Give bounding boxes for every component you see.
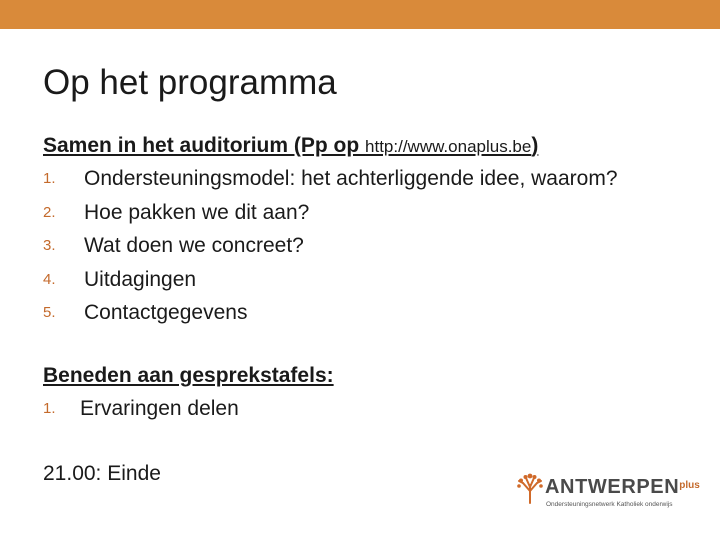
top-accent-bar [0,0,720,29]
section-heading-text: Samen in het auditorium (Pp op [43,134,366,157]
tree-people-icon [517,471,543,505]
closing-time-text: 21.00: Einde [43,462,161,485]
onaplus-link[interactable]: http://www.onaplus.be [365,137,532,156]
antwerpen-plus-logo [517,471,700,517]
list-number: 1. [43,400,56,417]
list-item-text: Uitdagingen [84,267,197,291]
logo-plus-text: plus [679,480,700,491]
logo-wordmark [545,475,700,499]
list-number: 3. [43,237,56,255]
list-number: 4. [43,270,56,288]
list-item-text: Ervaringen delen [80,397,239,420]
logo-word-text: ANTWERPEN [545,476,680,498]
list-item-text: Ondersteuningsmodel: het achterliggende idee, waarom? [84,167,618,190]
list-item-text: Wat doen we concreet? [84,234,304,258]
logo-subtitle: Ondersteuningsnetwerk Katholiek onderwijs [546,501,673,508]
list-number: 1. [43,170,56,187]
list-item-text: Contactgegevens [84,301,248,325]
section-heading-close: ) [531,134,539,157]
list-item-text: Hoe pakken we dit aan? [84,200,310,224]
list-number: 2. [43,203,56,221]
section-heading-gesprekstafels: Beneden aan gesprekstafels: [43,364,334,387]
section-heading-auditorium [43,133,538,160]
list-number: 5. [43,304,56,322]
slide-title: Op het programma [43,63,337,102]
